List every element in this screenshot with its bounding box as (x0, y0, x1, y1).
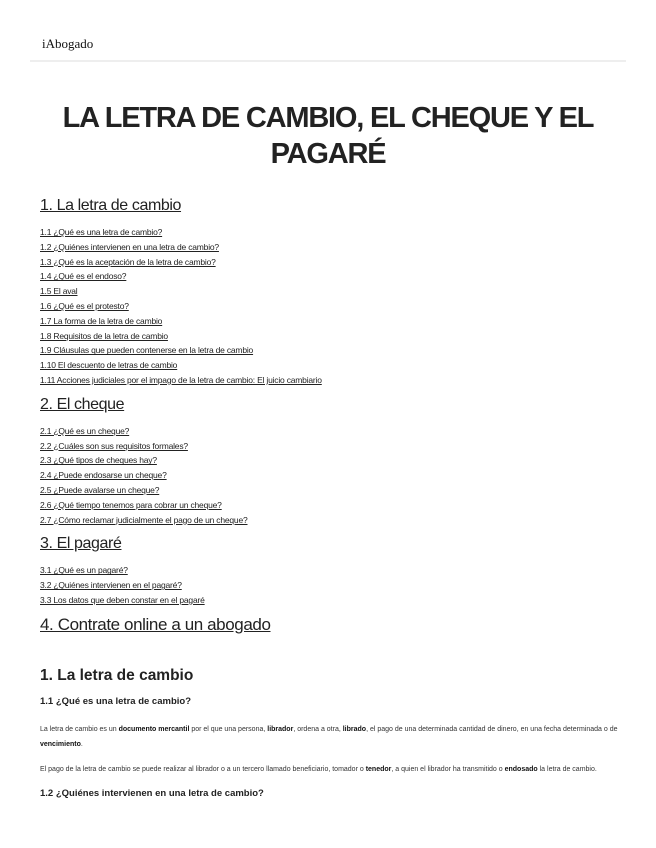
bold-text: librado (342, 726, 367, 733)
toc-item[interactable]: 3.2 ¿Quiénes intervienen en el pagaré? (40, 580, 182, 591)
subsection-heading: 1.1 ¿Qué es una letra de cambio? (40, 696, 191, 707)
toc-item[interactable]: 1.1 ¿Qué es una letra de cambio? (40, 227, 163, 237)
toc-item[interactable]: 2.4 ¿Puede endosarse un cheque? (40, 470, 167, 481)
subsection-heading: 1.2 ¿Quiénes intervienen en una letra de cambio? (40, 788, 264, 799)
text: la letra de cambio. (537, 766, 597, 773)
text: La letra de cambio es un (40, 726, 119, 733)
paragraph (40, 762, 620, 777)
toc-item[interactable]: 2.7 ¿Cómo reclamar judicialmente el pago de un cheque? (40, 514, 248, 525)
toc-item[interactable]: 2.2 ¿Cuáles son sus requisitos formales? (40, 440, 188, 451)
toc-section-cheque[interactable]: 2. El cheque (40, 395, 125, 413)
header-divider (30, 60, 626, 62)
toc-list-letra (40, 225, 620, 388)
toc-item[interactable]: 3.1 ¿Qué es un pagaré? (40, 565, 128, 576)
toc-item[interactable]: 1.11 Acciones judiciales por el impago de la letra de cambio: El juicio cambiario (40, 374, 322, 385)
toc-item[interactable]: 1.4 ¿Qué es el endoso? (40, 271, 127, 282)
toc-list-pagare (40, 563, 620, 607)
toc-item[interactable]: 2.3 ¿Qué tipos de cheques hay? (40, 455, 157, 466)
toc-section-contrate[interactable]: 4. Contrate online a un abogado (40, 614, 271, 634)
toc-item[interactable]: 1.6 ¿Qué es el protesto? (40, 300, 129, 311)
toc-item[interactable]: 2.6 ¿Qué tiempo tenemos para cobrar un cheque? (40, 499, 222, 510)
header (0, 0, 656, 62)
article-content (40, 666, 620, 814)
bold-text: librador (267, 726, 294, 733)
toc-item[interactable]: 3.3 Los datos que deben constar en el pagaré (40, 594, 205, 605)
toc-section-letra[interactable]: 1. La letra de cambio (40, 197, 182, 214)
text: . (80, 741, 83, 748)
text: , el pago de una determinada cantidad de dinero, en una fecha determinada o de (366, 726, 618, 733)
toc-list-cheque (40, 424, 620, 528)
toc-item[interactable]: 2.5 ¿Puede avalarse un cheque? (40, 484, 160, 495)
section-heading: 1. La letra de cambio (40, 667, 194, 684)
paragraph (40, 722, 620, 752)
toc-section-pagare[interactable]: 3. El pagaré (40, 535, 122, 553)
text: , ordena a otra, (293, 726, 343, 733)
site-logo[interactable]: iAbogado (42, 36, 94, 51)
bold-text: documento mercantil (118, 726, 190, 733)
toc-item[interactable]: 2.1 ¿Qué es un cheque? (40, 425, 130, 436)
toc-item[interactable]: 1.7 La forma de la letra de cambio (40, 315, 163, 326)
toc-item[interactable]: 1.2 ¿Quiénes intervienen en una letra de cambio? (40, 241, 219, 252)
text: , a quien el librador ha transmitido o (391, 766, 505, 773)
toc-item[interactable]: 1.8 Requisitos de la letra de cambio (40, 330, 168, 341)
toc-item[interactable]: 1.10 El descuento de letras de cambio (40, 360, 178, 371)
toc-item[interactable]: 1.9 Cláusulas que pueden contenerse en la letra de cambio (40, 345, 254, 356)
text: El pago de la letra de cambio se puede realizar al librador o a un tercero llamado beneficiario, tomador o (40, 766, 366, 773)
bold-text: vencimiento (40, 741, 81, 748)
toc-item[interactable]: 1.5 El aval (40, 286, 78, 297)
text: por el que una persona, (189, 726, 268, 733)
page-title: LA LETRA DE CAMBIO, EL CHEQUE Y EL PAGARÉ (62, 102, 594, 170)
bold-text: endosado (504, 766, 538, 773)
bold-text: tenedor (365, 766, 392, 773)
toc-item[interactable]: 1.3 ¿Qué es la aceptación de la letra de cambio? (40, 256, 216, 267)
table-of-contents (40, 195, 620, 644)
